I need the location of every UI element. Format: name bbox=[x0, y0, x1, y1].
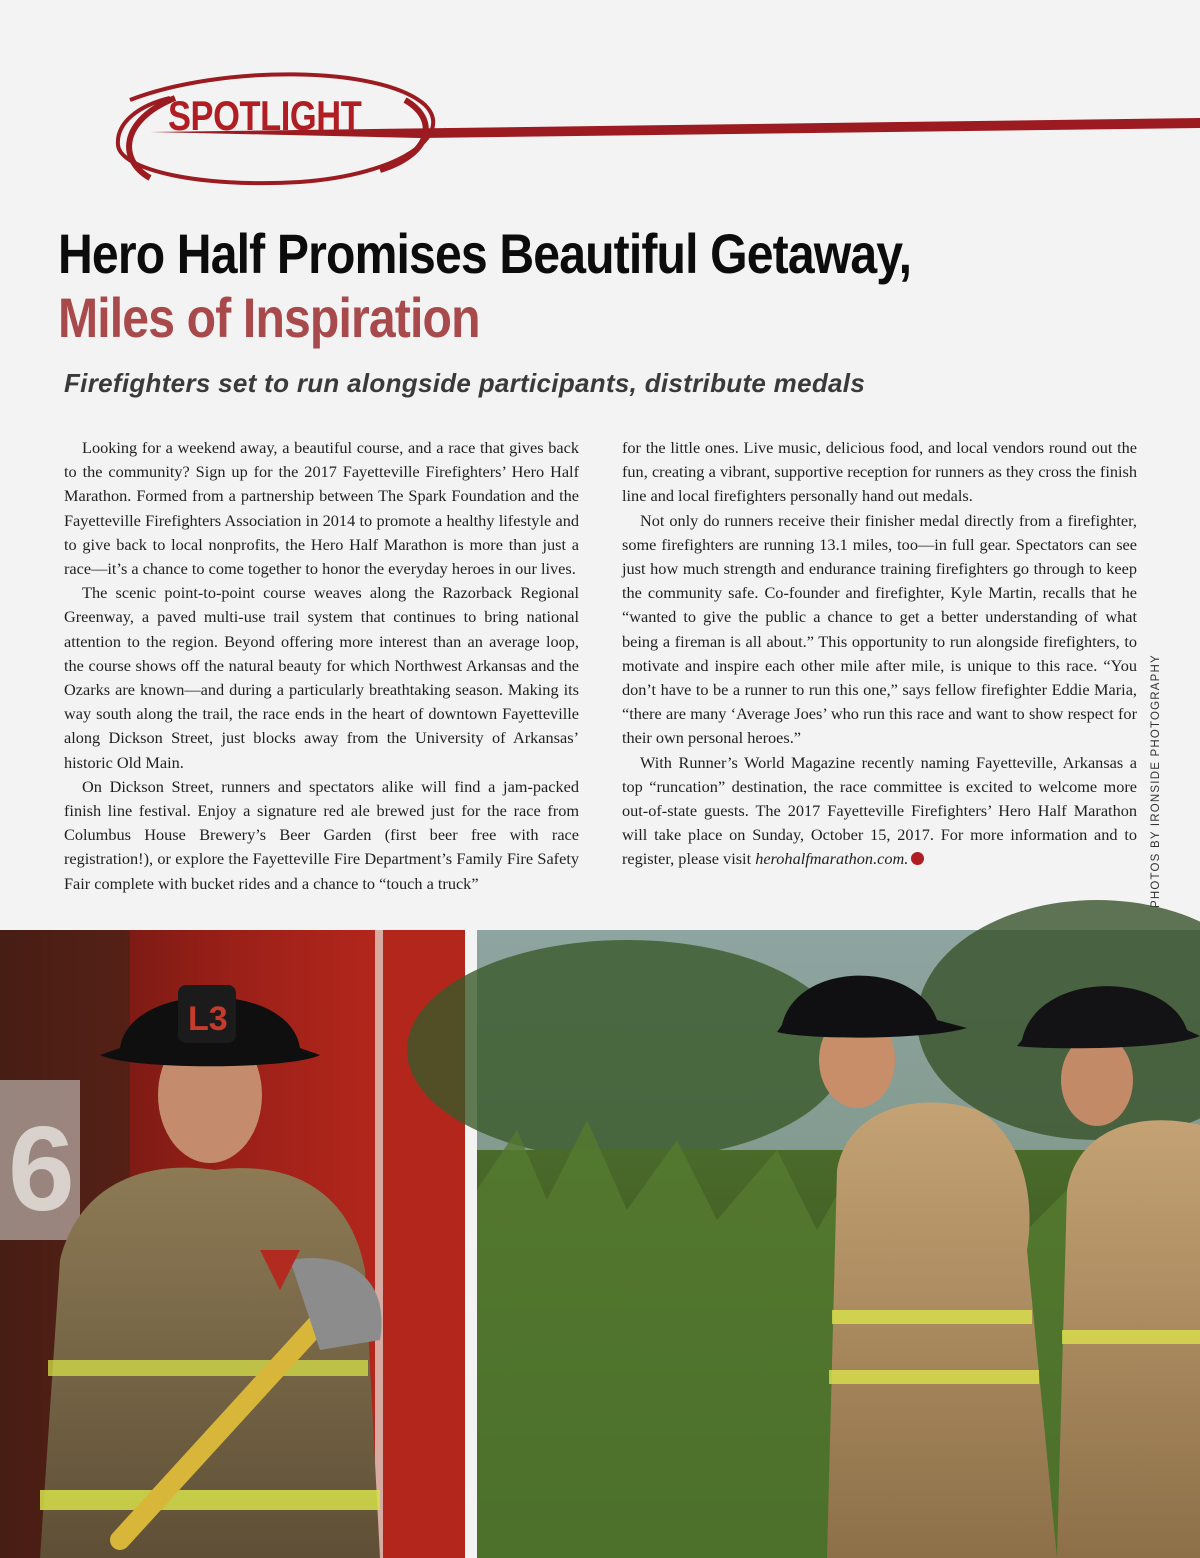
paragraph-final bbox=[622, 751, 1137, 872]
paragraph-text: With Runner’s World Magazine recently naming Fayetteville, Arkansas a top “runcation” destination, the race committee is excited to welcome more out-of-state guests. The 2017 Fayetteville Firefighters’ Hero Half Marathon will take place on Sunday, October 15, 2017. For more information and to register, please visit bbox=[622, 752, 1137, 869]
paragraph: Not only do runners receive their finisher medal directly from a firefighter, some firefighters are running 13.1 miles, too—in full gear. Spectators can see just how much strength and endurance training firefighters go through to keep the community safe. Co-founder and firefighter, Kyle Martin, recalls that he “wanted to give the public a chance to get a better understanding of what being a fireman is all about.” This opportunity to run alongside firefighters, to motivate and inspire each other mile after mile, is unique to this race. “You don’t have to be a runner to run this one,” says fellow firefighter Eddie Maria, “there are many ‘Average Joes’ who run this race and want to show respect for their own personal heroes.” bbox=[622, 510, 1137, 748]
photo-firefighter-with-axe bbox=[0, 930, 465, 1558]
photo-firefighters-running bbox=[477, 930, 1200, 1558]
svg-text:6: 6 bbox=[8, 1102, 75, 1236]
website-url: herohalfmarathon.com. bbox=[755, 849, 909, 869]
headline-line-2: Miles of Inspiration bbox=[58, 286, 480, 349]
article-headline bbox=[58, 222, 1004, 350]
article-subhead: Firefighters set to run alongside participants, distribute medals bbox=[64, 368, 866, 398]
photo-credit: PHOTOS BY IRONSIDE PHOTOGRAPHY bbox=[1150, 654, 1162, 908]
body-column-right bbox=[622, 436, 1137, 872]
paragraph: The scenic point-to-point course weaves along the Razorback Regional Greenway, a paved multi-use trail system that continues to bring national attention to the region. Beyond offering more interest than an average loop, the course shows off the natural beauty for which Northwest Arkansas and the Ozarks are known—and during a particularly breathtaking season. Making its way south along the trail, the race ends in the heart of downtown Fayetteville along Dickson Street, just blocks away from the University of Arkansas’ historic Old Main. bbox=[64, 583, 579, 772]
end-mark-icon bbox=[911, 852, 924, 865]
paragraph: On Dickson Street, runners and spectators alike will find a jam-packed finish line festival. Enjoy a signature red ale brewed just for the race from Columbus House Brewery’s Beer Garden (first beer free with race registration!), or explore the Fayetteville Fire Department’s Family Fire Safety Fair complete with bucket rides and a chance to “touch a truck” bbox=[64, 776, 579, 893]
headline-line-1: Hero Half Promises Beautiful Getaway, bbox=[58, 222, 912, 285]
paragraph: for the little ones. Live music, delicious food, and local vendors round out the fun, creating a vibrant, supportive reception for runners as they cross the finish line and local firefighters personally hand out medals. bbox=[622, 438, 1137, 506]
helmet-badge-text: L3 bbox=[188, 1000, 228, 1038]
section-label: SPOTLIGHT bbox=[168, 92, 362, 139]
body-column-left bbox=[64, 436, 579, 896]
paragraph: Looking for a weekend away, a beautiful course, and a race that gives back to the community? Sign up for the 2017 Fayetteville Firefighters’ Hero Half Marathon. Formed from a partnership between The Spark Foundation and the Fayetteville Firefighters Association in 2014 to promote a healthy lifestyle and to give back to local nonprofits, the Hero Half Marathon is more than just a race—it’s a chance to come together to honor the everyday heroes in our lives. bbox=[64, 438, 579, 579]
